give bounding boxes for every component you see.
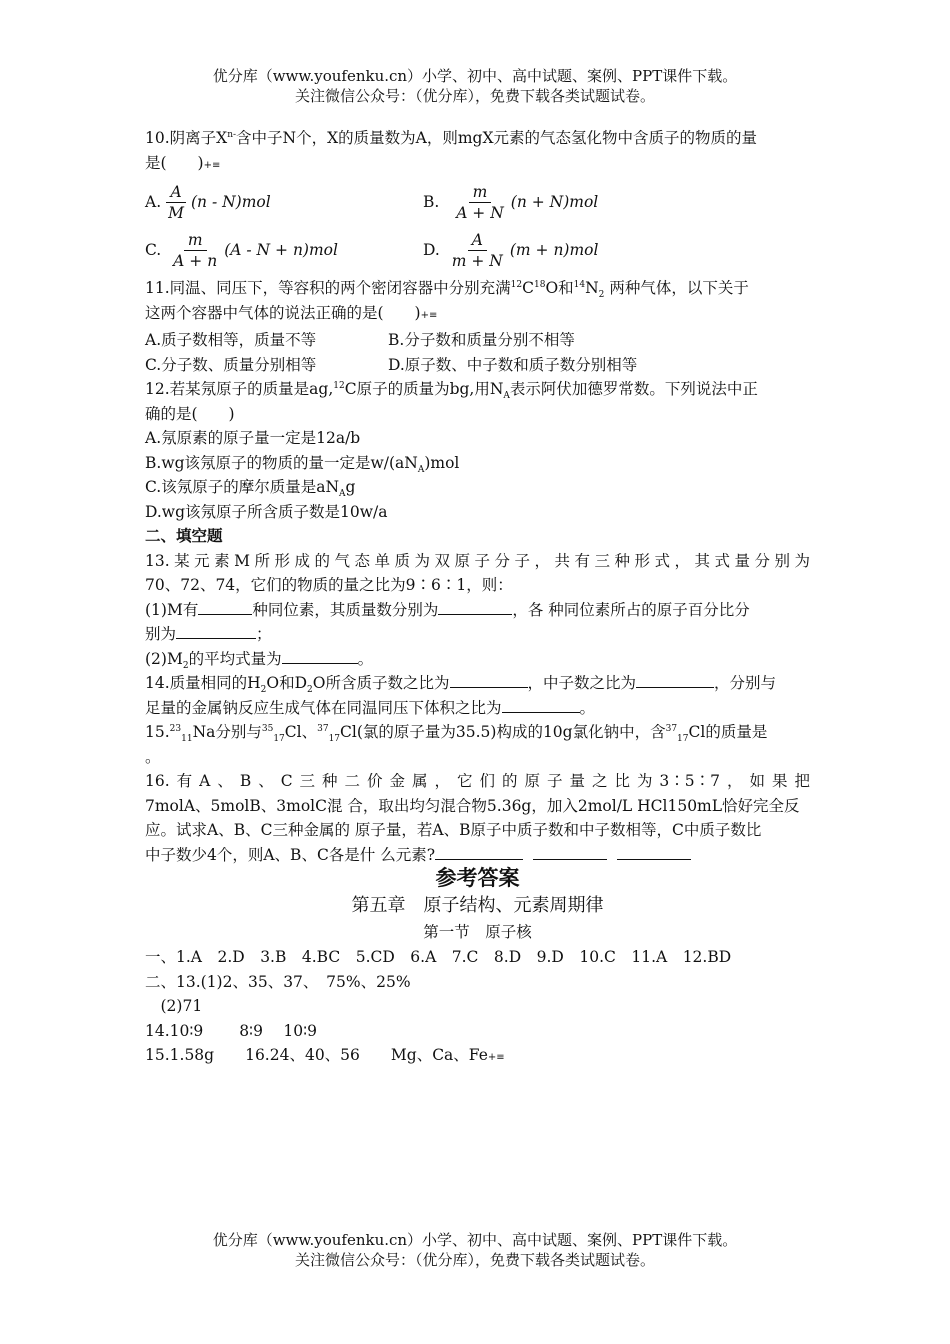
answer-blank[interactable] — [450, 671, 528, 688]
q12-stem-line1: 12.若某氖原子的质量是ag,$^{12}$C原子的质量为bg,用$N_A$表示阿伏加德罗常数。下列说法中正 — [145, 380, 758, 402]
answer-blank[interactable] — [617, 843, 691, 860]
q11-option-b: B.分子数和质量分别不相等 — [388, 331, 575, 349]
answer-line-4: 14.10∶9 8∶9 10∶9 — [145, 1021, 317, 1040]
q10-d-fraction: $\frac{A}{m + N}$ — [451, 230, 503, 270]
q10-a-fraction: $\frac{A}{M}$ — [168, 182, 184, 222]
section-title: 第一节 原子核 — [423, 923, 532, 941]
q13-line3: (1)M有 种同位素，其质量数分别为 ，各 种同位素所占的原子百分比分 — [145, 598, 810, 623]
q10-c-fraction: $\frac{m}{A + n}$ — [173, 230, 218, 270]
q13-line2: 70、72、74，它们的物质的量之比为9∶6∶1，则： — [145, 576, 513, 594]
q11-options-row2 — [145, 353, 810, 378]
q11-stem-line1: 11.同温、同压下，等容积的两个密闭容器中分别充满$^{12}C^{18}O$和$^{14}N_2$ 两种气体，以下关于 — [145, 279, 749, 301]
q16-line3: 应。试求A、B、C三种金属的 原子量，若A、B原子中质子数和中子数相等，C中质子数比 — [145, 821, 762, 839]
answer-blank[interactable] — [502, 696, 580, 713]
q15-line1: $15.23_{11}Na$分别与$^{35}_{17}$Cl、$^{37}_{17}$Cl(氯的原子量为35.5)构成的10g氯化钠中，含$^{37}_{17}$Cl的质量是 — [145, 723, 768, 745]
q10-options-row2 — [145, 226, 810, 274]
answer-blank[interactable] — [176, 622, 256, 639]
header-line-1: 优分库（www.youfenku.cn）小学、初中、高中试题、案例、PPT课件下载。 — [212, 67, 738, 85]
q12-option-a: A.氖原素的原子量一定是12a/b — [145, 429, 361, 447]
q16-line4: 中子数少4个，则A、B、C各是什 么元素? — [145, 843, 810, 868]
q14-line1: 14.质量相同的$H_2O$和$D_2O$所含质子数之比为 ，中子数之比为 ，分别与 — [145, 671, 810, 696]
q13-line4: 别为 ； — [145, 622, 810, 647]
q12-option-c: C.该氖原子的摩尔质量是$aN_Ag$ — [145, 478, 356, 500]
document-body — [145, 126, 810, 1071]
answer-blank[interactable] — [438, 598, 512, 615]
q10-stem-line2: 是( )+≡ — [145, 153, 221, 172]
answer-key-title: 参考答案 — [435, 866, 520, 890]
q11-option-c: C.分子数、质量分别相等 — [145, 355, 317, 374]
section-heading-fill-in: 二、填空题 — [145, 527, 223, 545]
q10-option-d: D. $\frac{A}{m + N}$ (m + n)mol — [423, 230, 599, 270]
q16-line1: 16.有A、B、C三种二价金属，它们的原子量之比为3∶5∶7，如果把 — [145, 772, 810, 790]
answer-line-5: 15.1.58g 16.24、40、56 Mg、Ca、Fe+≡ — [145, 1046, 505, 1064]
q12-option-b: B.wg该氖原子的物质的量一定是$w/(aN_A)mol$ — [145, 453, 460, 475]
q10-option-b: B. $\frac{m}{A + N}$ (n + N)mol — [423, 182, 599, 222]
footer-line-1: 优分库（www.youfenku.cn）小学、初中、高中试题、案例、PPT课件下载。 — [212, 1231, 738, 1249]
q13-line1: 13.某元素M所形成的气态单质为双原子分子，共有三种形式，其式量分别为 — [145, 551, 810, 570]
q15-line2: 。 — [145, 747, 161, 766]
footer-line-2: 关注微信公众号：（优分库），免费下载各类试题试卷。 — [294, 1251, 655, 1269]
answer-blank[interactable] — [435, 843, 523, 860]
q14-line2: 足量的金属钠反应生成气体在同温同压下体积之比为 。 — [145, 696, 810, 721]
q11-stem-line2: 这两个容器中气体的说法正确的是( )+≡ — [145, 303, 438, 322]
q12-stem-line2: 确的是( ) — [145, 404, 235, 423]
q10-options-row1 — [145, 178, 810, 226]
answer-blank[interactable] — [636, 671, 714, 688]
q10-b-fraction: $\frac{m}{A + N}$ — [456, 182, 504, 222]
page-footer — [0, 1230, 950, 1270]
chapter-title: 第五章 原子结构、元素周期律 — [351, 895, 604, 916]
q16-line2: 7molA、5molB、3molC混 合，取出均匀混合物5.36g，加入2mol/L HCl150mL恰好完全反 — [145, 796, 800, 815]
q10-stem-line1: 10.阴离子$X^{n-}$含中子N个，X的质量数为A，则mgX元素的气态氢化物中含质子的物质的量 — [145, 129, 757, 147]
q11-options-row1 — [145, 328, 810, 353]
q13-line5: $(2)M_2$的平均式量为 。 — [145, 647, 810, 672]
q11-option-d: D.原子数、中子数和质子数分别相等 — [388, 355, 638, 374]
q12-option-d: D.wg该氖原子所含质子数是10w/a — [145, 502, 388, 521]
q11-option-a: A.质子数相等，质量不等 — [145, 331, 317, 349]
answer-blank[interactable] — [282, 647, 358, 664]
page-header — [0, 66, 950, 106]
answer-blank[interactable] — [198, 598, 252, 615]
header-line-2: 关注微信公众号：（优分库），免费下载各类试题试卷。 — [294, 87, 655, 105]
q10-option-c: C. $\frac{m}{A + n}$ (A - N + n)mol — [145, 230, 338, 270]
answer-blank[interactable] — [533, 843, 607, 860]
answer-line-1: 一、1.A 2.D 3.B 4.BC 5.CD 6.A 7.C 8.D 9.D 10.C 11.A 12.BD — [145, 948, 732, 966]
answer-line-2: 二、13.(1)2、35、37、 75%、25% — [145, 972, 411, 991]
q10-option-a: A. $\frac{A}{M}$ (n - N)mol — [145, 182, 271, 222]
answer-line-3: (2)71 — [145, 997, 203, 1015]
